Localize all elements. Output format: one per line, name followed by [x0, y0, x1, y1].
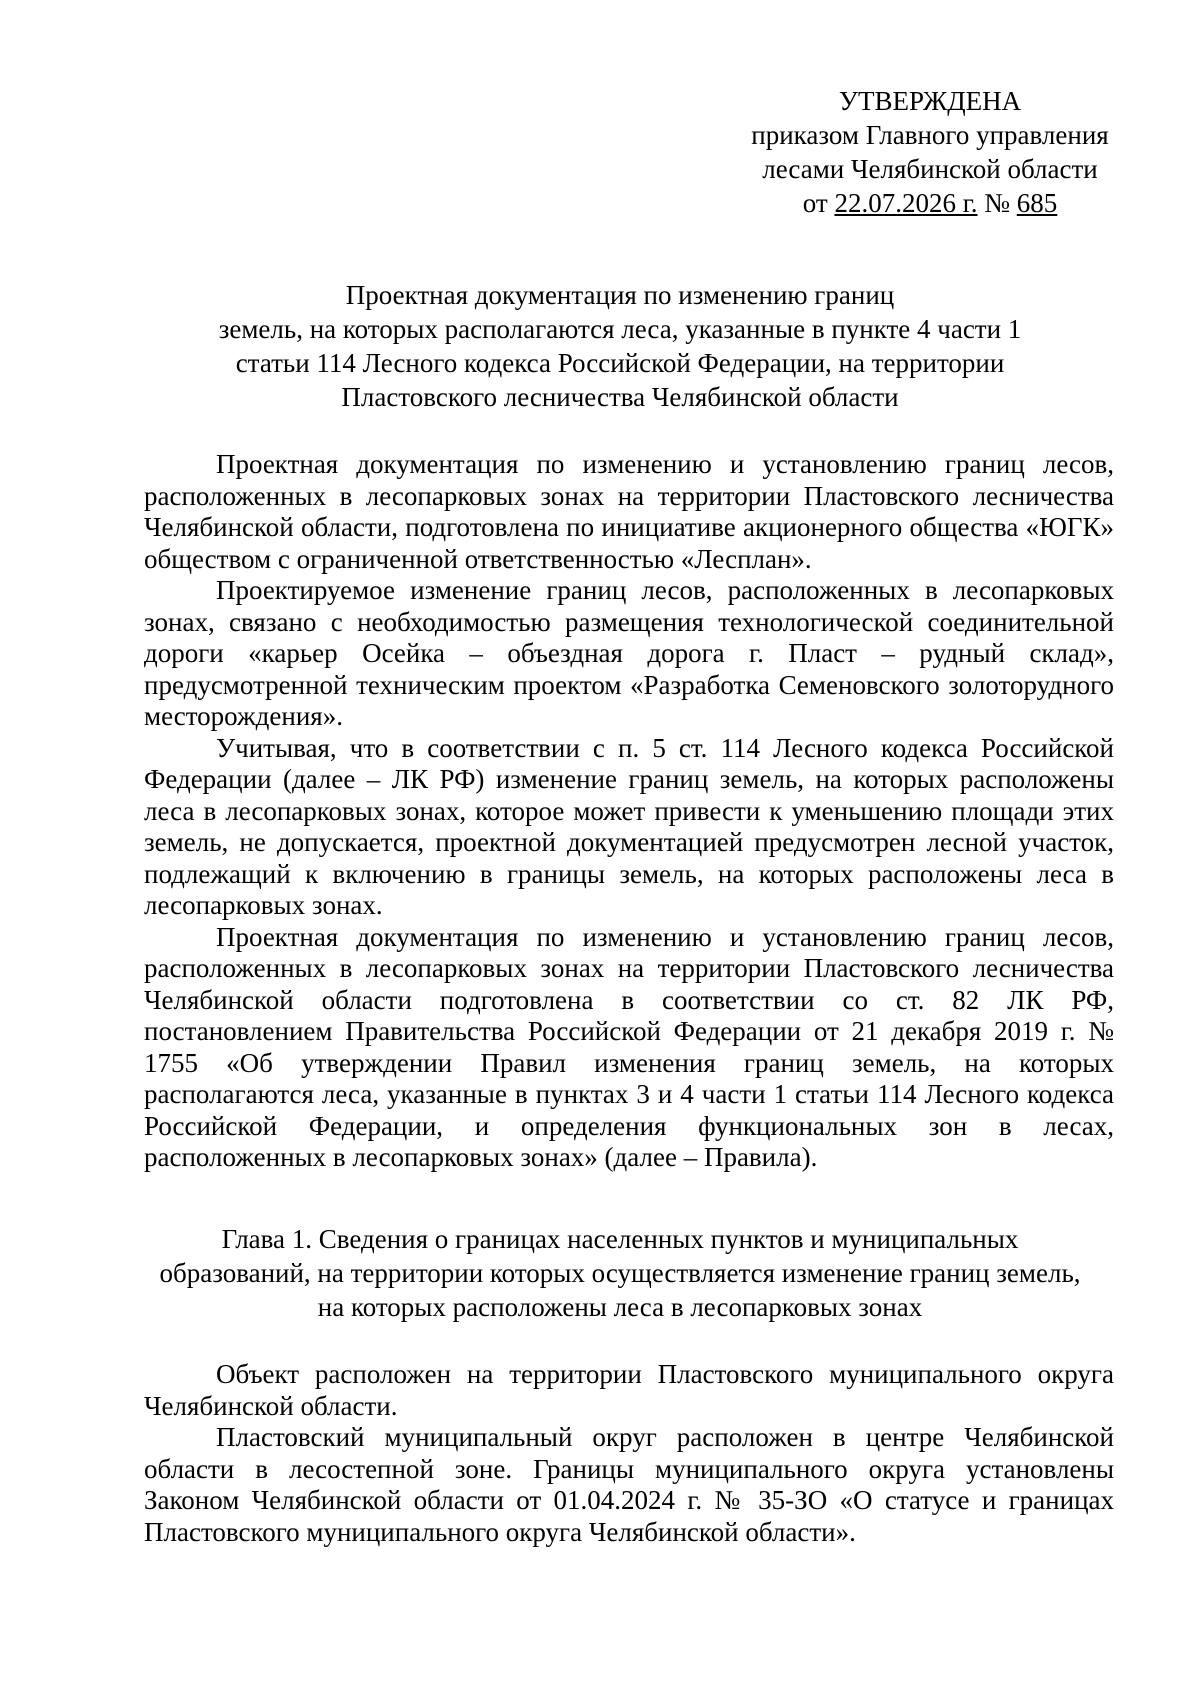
approval-line-2: лесами Челябинской области	[762, 154, 1098, 184]
approval-line-1: приказом Главного управления	[751, 120, 1109, 150]
title-line-4: Пластовского лесничества Челябинской области	[341, 382, 899, 412]
paragraph: Учитывая, что в соответствии с п. 5 ст. 114 Лесного кодекса Российской Федерации (далее – ЛК РФ) изменение границ земель, на которых расположены леса в лесопарковых зонах, которое может привести к уменьшению площади этих земель, не допускается, проектной документацией предусмотрен лесной участок, подлежащий к включению в границы земель, на которых расположены леса в лесопарковых зонах.	[144, 732, 1114, 920]
paragraph: Объект расположен на территории Пластовского муниципального округа Челябинской области.	[144, 1359, 1114, 1421]
chapter-line-3: на которых расположены леса в лесопарковых зонах	[317, 1292, 923, 1322]
chapter-line-2: образований, на территории которых осуществляется изменение границ земель,	[159, 1258, 1081, 1288]
intro-section	[144, 449, 1114, 1174]
date-prefix: от	[802, 188, 835, 218]
paragraph: Проектируемое изменение границ лесов, расположенных в лесопарковых зонах, связано с необходимостью размещения технологической соединительной дороги «карьер Осейка – объездная дорога г. Пласт – рудный склад», предусмотренной техническим проектом «Разработка Семеновского золоторудного месторождения».	[144, 575, 1114, 731]
approval-heading: УТВЕРЖДЕНА	[838, 86, 1022, 116]
chapter-line-1: Глава 1. Сведения о границах населенных пунктов и муниципальных	[221, 1224, 1019, 1254]
title-line-1: Проектная документация по изменению границ	[345, 280, 895, 310]
title-line-3: статьи 114 Лесного кодекса Российской Федерации, на территории	[235, 348, 1005, 378]
paragraph: Пластовский муниципальный округ расположен в центре Челябинской области в лесостепной зоне. Границы муниципального округа установлены Законом Челябинской области от 01.04.2024 г. № 35-ЗО «О статусе и границах Пластовского муниципального округа Челябинской области».	[144, 1422, 1114, 1547]
paragraph: Проектная документация по изменению и установлению границ лесов, расположенных в лесопарковых зонах на территории Пластовского лесничества Челябинской области, подготовлена по инициативе акционерного общества «ЮГК» обществом с ограниченной ответственностью «Лесплан».	[144, 449, 1114, 574]
approval-date-line	[700, 186, 1160, 220]
chapter-heading	[140, 1222, 1100, 1324]
approval-date: 22.07.2026 г.	[834, 188, 978, 218]
document-title	[140, 278, 1100, 414]
approval-number: 685	[1016, 188, 1058, 218]
title-line-2: земель, на которых располагаются леса, указанные в пункте 4 части 1	[218, 314, 1022, 344]
approval-stamp	[700, 84, 1160, 220]
paragraph: Проектная документация по изменению и установлению границ лесов, расположенных в лесопарковых зонах на территории Пластовского лесничества Челябинской области подготовлена в соответствии со ст. 82 ЛК РФ, постановлением Правительства Российской Федерации от 21 декабря 2019 г. № 1755 «Об утверждении Правил изменения границ земель, на которых располагаются леса, указанные в пунктах 3 и 4 части 1 статьи 114 Лесного кодекса Российской Федерации, и определения функциональных зон в лесах, расположенных в лесопарковых зонах» (далее – Правила).	[144, 921, 1114, 1172]
number-prefix: №	[977, 188, 1017, 218]
chapter-section	[144, 1359, 1114, 1548]
